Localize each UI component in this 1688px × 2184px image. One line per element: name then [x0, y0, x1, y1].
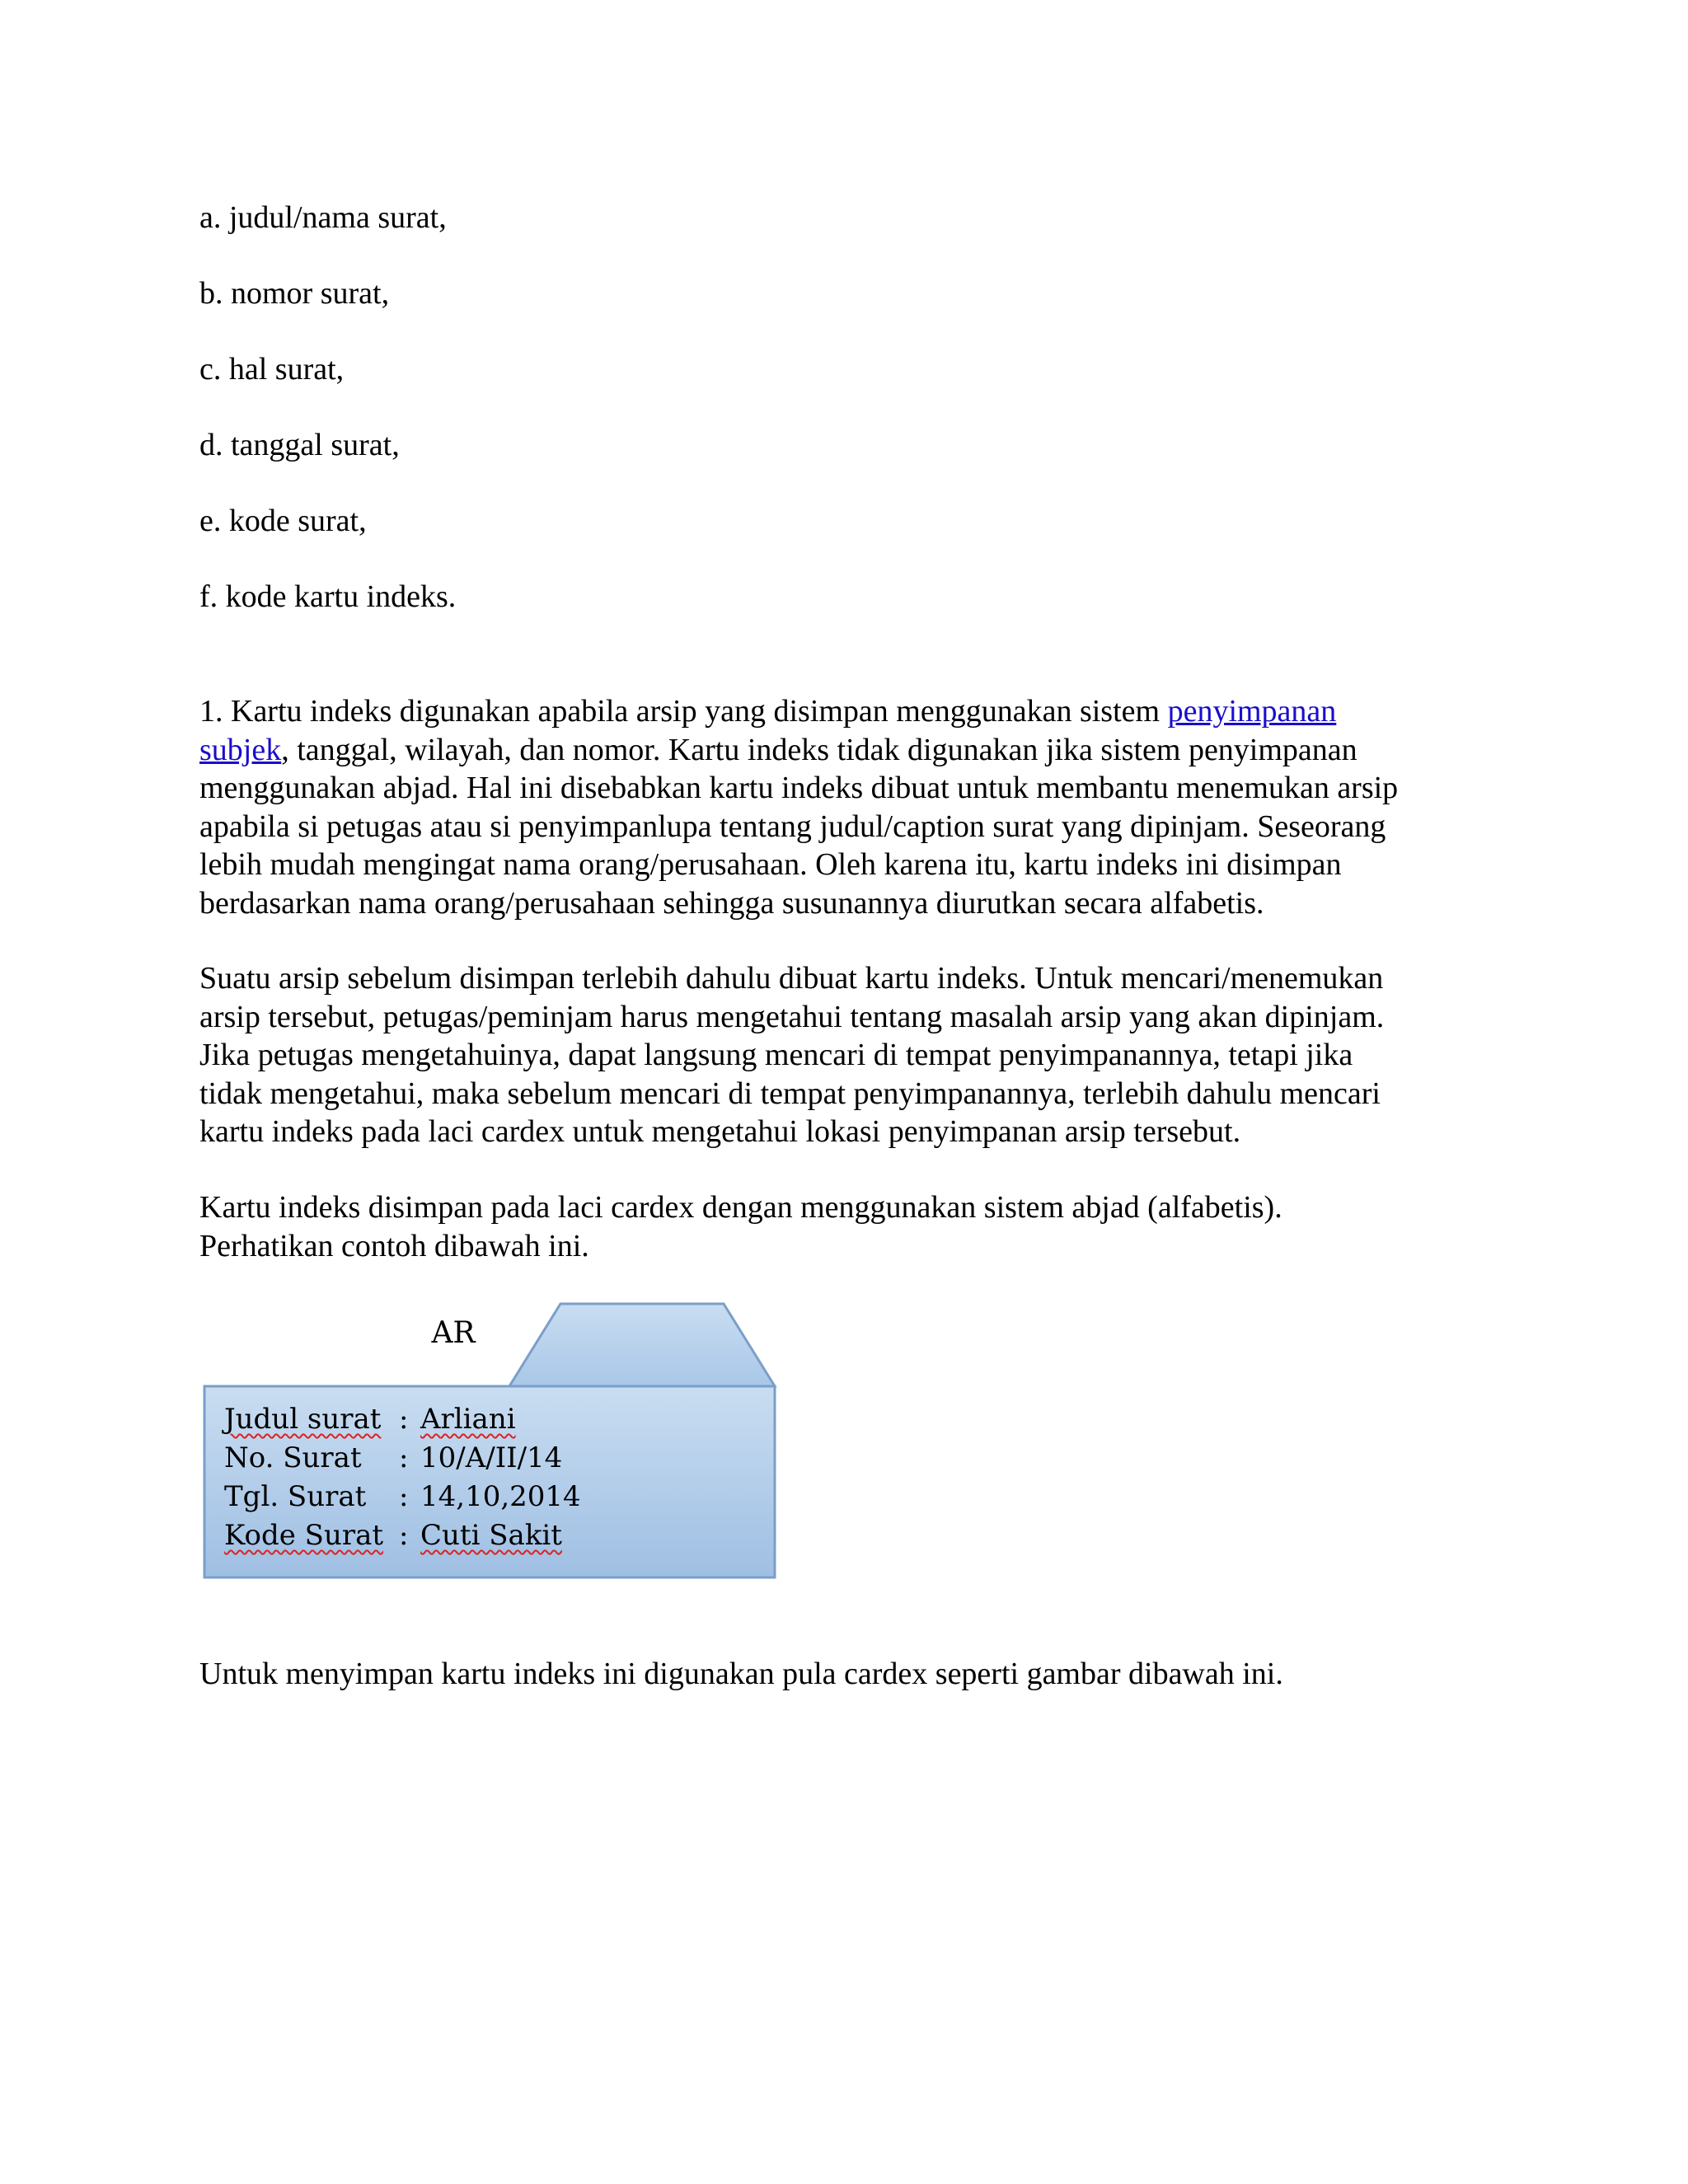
card-row-judul — [224, 1401, 516, 1437]
paragraph-arsip — [199, 959, 1469, 1151]
list-item-e: e. kode surat, — [199, 504, 367, 538]
paragraph-line: tidak mengetahui, maka sebelum mencari di tempat penyimpanannya, terlebih dahulu mencari — [199, 1076, 1381, 1111]
card-row-label: Tgl. Surat — [224, 1480, 367, 1513]
paragraph-line — [199, 692, 1469, 731]
list-item-a: a. judul/nama surat, — [199, 200, 447, 235]
text-span: , tanggal, wilayah, dan nomor. Kartu indeks tidak digunakan jika sistem penyimpanan — [281, 732, 1357, 767]
text-span: 1. Kartu indeks digunakan apabila arsip yang disimpan menggunakan sistem — [199, 694, 1168, 729]
paragraph-line — [199, 731, 1469, 770]
paragraph-line: Kartu indeks disimpan pada laci cardex dengan menggunakan sistem abjad (alfabetis). — [199, 1190, 1282, 1225]
paragraph-line: menggunakan abjad. Hal ini disebabkan kartu indeks dibuat untuk membantu menemukan arsip — [199, 771, 1399, 805]
link-penyimpanan-subjek-cont[interactable]: subjek — [199, 732, 282, 767]
card-tab-label: AR — [431, 1316, 476, 1350]
paragraph-line: Perhatikan contoh dibawah ini. — [199, 1228, 589, 1263]
paragraph-cardex — [199, 1188, 1469, 1265]
card-tab-trapezoid — [509, 1304, 775, 1386]
paragraph-line: Untuk menyimpan kartu indeks ini digunakan pula cardex seperti gambar dibawah ini. — [199, 1657, 1283, 1691]
link-penyimpanan-subjek[interactable]: penyimpanan — [1167, 694, 1337, 729]
card-row-value: 14,10,2014 — [420, 1480, 581, 1513]
card-row-sep: : — [399, 1441, 409, 1474]
paragraph-line: kartu indeks pada laci cardex untuk mengetahui lokasi penyimpanan arsip tersebut. — [199, 1114, 1241, 1149]
card-row-value: 10/A/II/14 — [420, 1441, 563, 1474]
card-row-label: Judul surat — [224, 1403, 382, 1436]
list-item-b: b. nomor surat, — [199, 276, 390, 311]
paragraph-cardex-gambar — [199, 1655, 1469, 1694]
list-item-f: f. kode kartu indeks. — [199, 579, 457, 614]
card-row-sep: : — [399, 1480, 409, 1513]
card-row-tgl-surat — [224, 1479, 581, 1515]
card-row-no-surat — [224, 1440, 562, 1476]
paragraph-line: lebih mudah mengingat nama orang/perusahaan. Oleh karena itu, kartu indeks ini disimpan — [199, 847, 1342, 882]
card-row-sep: : — [399, 1403, 409, 1436]
list-item-d: d. tanggal surat, — [199, 428, 400, 462]
card-row-sep: : — [399, 1519, 409, 1552]
card-row-label: No. Surat — [224, 1441, 362, 1474]
card-row-value: Cuti Sakit — [420, 1519, 562, 1552]
list-item-c: c. hal surat, — [199, 352, 345, 387]
paragraph-line: apabila si petugas atau si penyimpanlupa tentang judul/caption surat yang dipinjam. Seseorang — [199, 808, 1386, 844]
card-row-value: Arliani — [420, 1403, 516, 1436]
card-row-label: Kode Surat — [224, 1519, 384, 1552]
card-row-kode-surat — [224, 1517, 562, 1554]
paragraph-line: berdasarkan nama orang/perusahaan sehingga susunannya diurutkan secara alfabetis. — [199, 885, 1264, 921]
paragraph-kartu-indeks — [199, 692, 1469, 922]
paragraph-line: Suatu arsip sebelum disimpan terlebih dahulu dibuat kartu indeks. Untuk mencari/menemukan — [199, 961, 1384, 996]
paragraph-line: arsip tersebut, petugas/peminjam harus mengetahui tentang masalah arsip yang akan dipinjam. — [199, 999, 1385, 1034]
paragraph-line: Jika petugas mengetahuinya, dapat langsung mencari di tempat penyimpanannya, tetapi jika — [199, 1038, 1353, 1072]
